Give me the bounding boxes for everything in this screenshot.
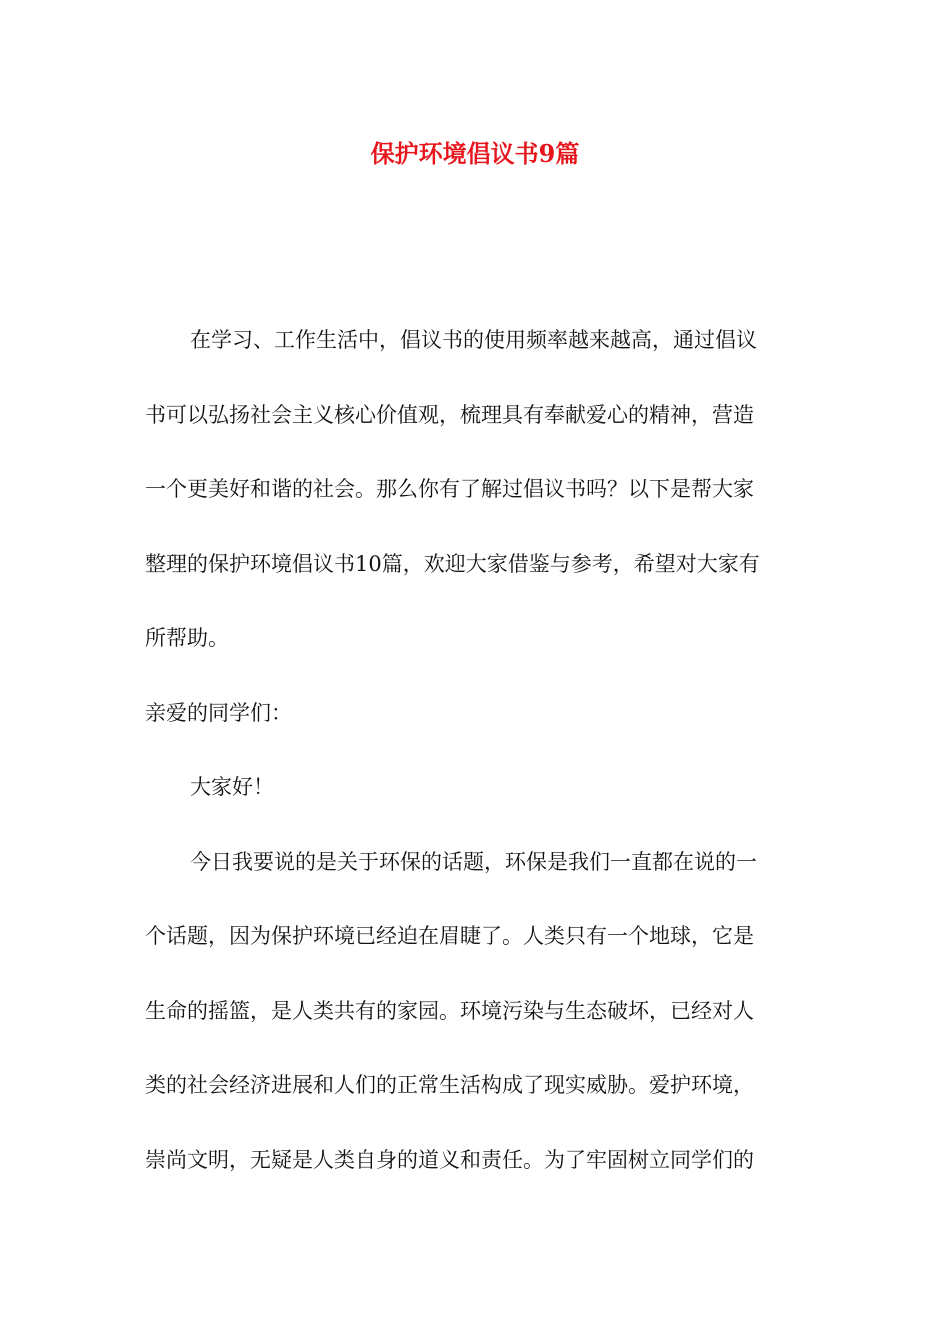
body-line: 生命的摇篮，是人类共有的家园。环境污染与生态破坏，已经对人 xyxy=(145,998,754,1023)
intro-line: 所帮助。 xyxy=(145,626,229,650)
document-body xyxy=(145,303,807,1197)
body-line: 类的社会经济进展和人们的正常生活构成了现实威胁。爱护环境， xyxy=(145,1073,754,1097)
greeting: 大家好！ xyxy=(190,775,274,799)
body-line: 崇尚文明，无疑是人类自身的道义和责任。为了牢固树立同学们的 xyxy=(145,1147,754,1172)
document-title: 保护环境倡议书9篇 xyxy=(370,139,580,168)
body-line: 个话题，因为保护环境已经迫在眉睫了。人类只有一个地球，它是 xyxy=(145,924,754,948)
intro-line: 整理的保护环境倡议书10篇，欢迎大家借鉴与参考，希望对大家有 xyxy=(145,551,760,576)
intro-line: 书可以弘扬社会主义核心价值观，梳理具有奉献爱心的精神，营造 xyxy=(145,402,754,427)
intro-line: 一个更美好和谐的社会。那么你有了解过倡议书吗？以下是帮大家 xyxy=(145,477,754,501)
salutation: 亲爱的同学们： xyxy=(145,700,292,725)
intro-line: 在学习、工作生活中，倡议书的使用频率越来越高，通过倡议 xyxy=(190,328,757,352)
body-line: 今日我要说的是关于环保的话题，环保是我们一直都在说的一 xyxy=(190,849,757,874)
